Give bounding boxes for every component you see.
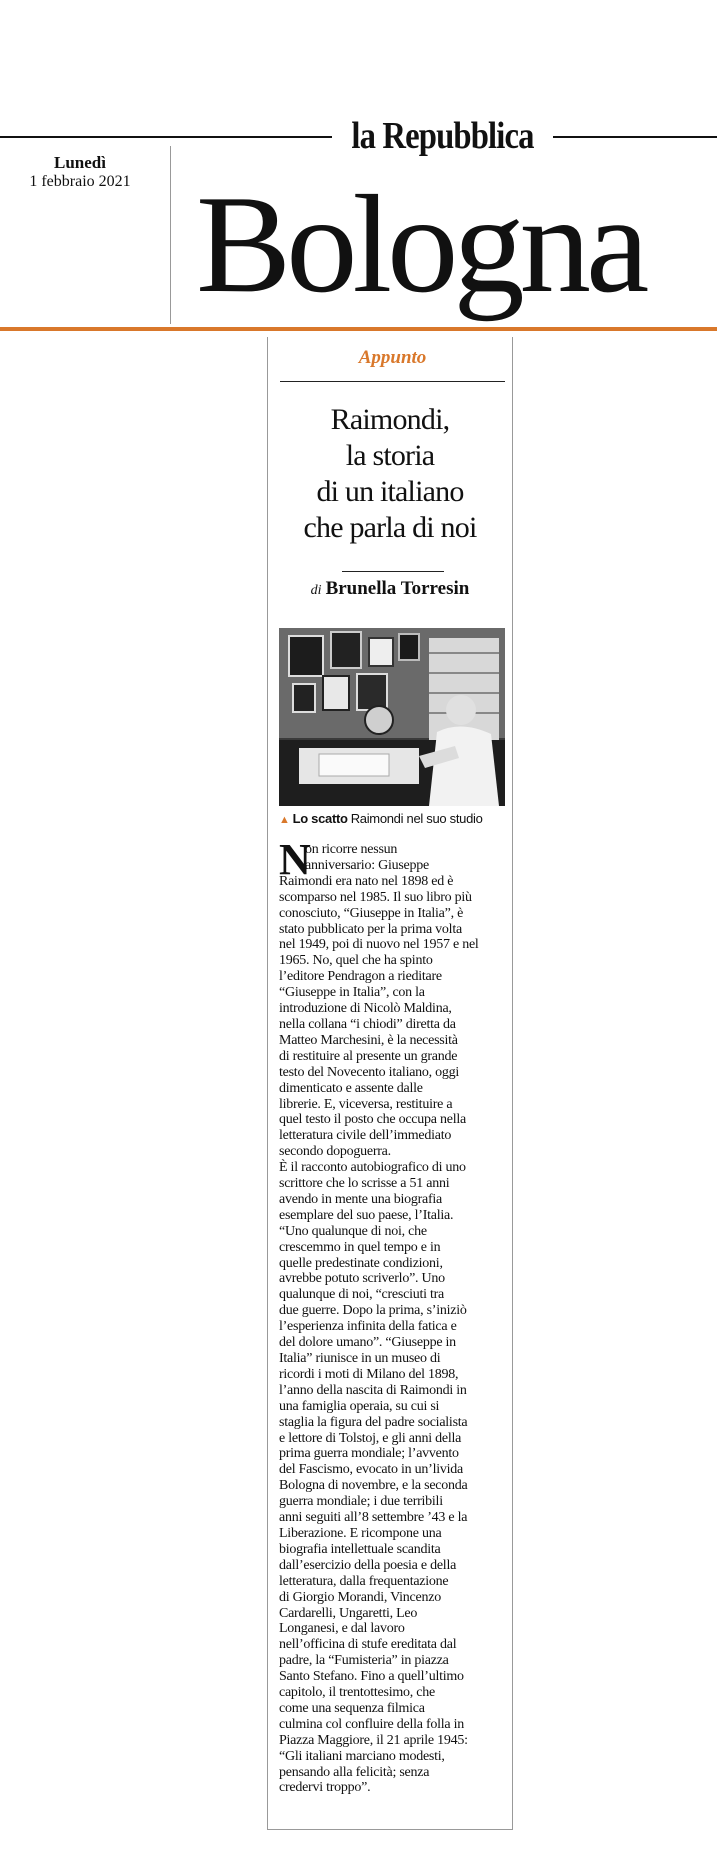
body-line: due guerre. Dopo la prima, s’iniziò <box>279 1303 467 1319</box>
body-line: del dolore umano”. “Giuseppe in <box>279 1335 456 1351</box>
body-line: Matteo Marchesini, è la necessità <box>279 1032 458 1048</box>
body-line: Bologna di novembre, e la seconda <box>279 1478 468 1494</box>
issue-date: 1 febbraio 2021 <box>29 173 131 190</box>
body-line: letteratura civile dell’immediato <box>279 1128 452 1144</box>
headline-line: che parla di noi <box>303 511 477 544</box>
masthead-rule-right <box>553 136 717 138</box>
body-line: guerra mondiale; i due terribili <box>279 1494 443 1510</box>
issue-day: Lunedì <box>54 153 106 172</box>
body-line: culmina col confluire della folla in <box>279 1716 464 1732</box>
body-line: Cardarelli, Ungaretti, Leo <box>279 1605 418 1621</box>
body-line: dimenticato e assente dalle <box>279 1080 423 1096</box>
body-line: di Giorgio Morandi, Vincenzo <box>279 1589 441 1605</box>
body-line: nell’officina di stufe ereditata dal <box>279 1637 457 1653</box>
body-line: letteratura, dalla frequentazione <box>279 1573 449 1589</box>
body-line: quelle predestinate condizioni, <box>279 1255 443 1271</box>
body-line: quel testo il posto che occupa nella <box>279 1112 466 1128</box>
body-line: “Gli italiani marciano modesti, <box>279 1748 445 1764</box>
headline-rule <box>342 571 444 572</box>
body-line: 1965. No, quel che ha spinto <box>279 953 433 969</box>
body-line: avendo in mente una biografia <box>279 1191 443 1207</box>
body-line: Santo Stefano. Fino a quell’ultimo <box>279 1669 464 1685</box>
body-line: stato pubblicato per la prima volta <box>279 921 462 937</box>
body-line: l’anno della nascita di Raimondi in <box>279 1382 467 1398</box>
body-line: librerie. E, viceversa, restituire a <box>279 1096 453 1112</box>
body-line: anni seguiti all’8 settembre ’43 e la <box>279 1510 468 1526</box>
body-line: nel 1949, poi di nuovo nel 1957 e nel <box>279 937 479 953</box>
masthead-accent-rule <box>0 327 717 331</box>
caption-label: Lo scatto <box>292 811 348 826</box>
body-line: È il racconto autobiografico di uno <box>279 1160 466 1176</box>
edition-title <box>196 160 716 330</box>
rubric-rule <box>280 381 505 382</box>
byline-prefix: di <box>310 583 322 598</box>
body-line: di restituire al presente un grande <box>279 1048 458 1064</box>
body-line: e lettore di Tolstoj, e gli anni della <box>279 1430 462 1446</box>
body-line: una famiglia operaia, su cui si <box>279 1398 440 1414</box>
edition-title-text: Bologna <box>196 167 645 322</box>
article-photo <box>279 628 505 806</box>
body-line: “Uno qualunque di noi, che <box>279 1223 427 1239</box>
drop-cap: N <box>279 835 311 884</box>
body-line: on ricorre nessun <box>305 842 398 857</box>
body-line: l’editore Pendragon a rieditare <box>279 969 442 985</box>
byline-author: Brunella Torresin <box>325 578 470 599</box>
masthead-rule-left <box>0 136 332 138</box>
headline-line: la storia <box>345 439 435 472</box>
newspaper-logo: la Repubblica <box>351 115 534 157</box>
body-line: biografia intellettuale scandita <box>279 1541 441 1557</box>
body-line: conosciuto, “Giuseppe in Italia”, è <box>279 905 464 921</box>
body-line: Liberazione. E ricompone una <box>279 1525 442 1541</box>
body-line: “Giuseppe in Italia”, con la <box>279 985 425 1001</box>
body-line: ricordi i moti di Milano del 1898, <box>279 1366 459 1382</box>
body-line: pensando alla felicità; senza <box>279 1764 430 1780</box>
headline-line: di un italiano <box>316 475 464 508</box>
body-line: scrittore che lo scrisse a 51 anni <box>279 1176 450 1192</box>
body-line: capitolo, il trentottesimo, che <box>279 1685 435 1701</box>
body-line: Raimondi era nato nel 1898 ed è <box>279 873 454 889</box>
headline-line: Raimondi, <box>330 403 450 436</box>
body-line: padre, la “Fumisteria” in piazza <box>279 1653 449 1669</box>
caption-text: Raimondi nel suo studio <box>350 811 483 826</box>
body-line: scomparso nel 1985. Il suo libro più <box>279 889 472 905</box>
body-line: l’esperienza infinita della fatica e <box>279 1319 457 1335</box>
body-line: Piazza Maggiore, il 21 aprile 1945: <box>279 1732 468 1748</box>
body-line: nella collana “i chiodi” diretta da <box>279 1016 456 1032</box>
body-line: Longanesi, e dal lavoro <box>279 1621 405 1637</box>
body-line: staglia la figura del padre socialista <box>279 1414 468 1430</box>
article-rubric: Appunto <box>358 347 427 368</box>
body-line: avrebbe potuto scriverlo”. Uno <box>279 1271 445 1287</box>
caption-triangle-icon: ▲ <box>279 814 290 826</box>
body-line: crescemmo in quel tempo e in <box>279 1239 441 1255</box>
body-line: Italia” riunisce in un museo di <box>279 1351 441 1366</box>
byline <box>274 578 506 600</box>
body-line: credervi troppo”. <box>279 1780 371 1796</box>
body-line: del Fascismo, evocato in un’livida <box>279 1462 463 1478</box>
body-line: anniversario: Giuseppe <box>305 857 429 873</box>
masthead-divider <box>170 146 171 324</box>
body-line: qualunque di noi, “cresciuti tra <box>279 1287 444 1303</box>
body-line: come una sequenza filmica <box>279 1700 425 1716</box>
body-line: dall’esercizio della poesia e della <box>279 1557 457 1573</box>
body-line: testo del Novecento italiano, oggi <box>279 1064 460 1080</box>
photo-caption <box>279 811 511 826</box>
body-line: secondo dopoguerra. <box>279 1144 391 1160</box>
article-body <box>279 835 509 1796</box>
photo-illustration <box>279 628 505 806</box>
body-line: esemplare del suo paese, l’Italia. <box>279 1207 454 1223</box>
body-line: introduzione di Nicolò Maldina, <box>279 1001 452 1017</box>
body-line: prima guerra mondiale; l’avvento <box>279 1446 459 1462</box>
article-headline <box>274 402 506 546</box>
